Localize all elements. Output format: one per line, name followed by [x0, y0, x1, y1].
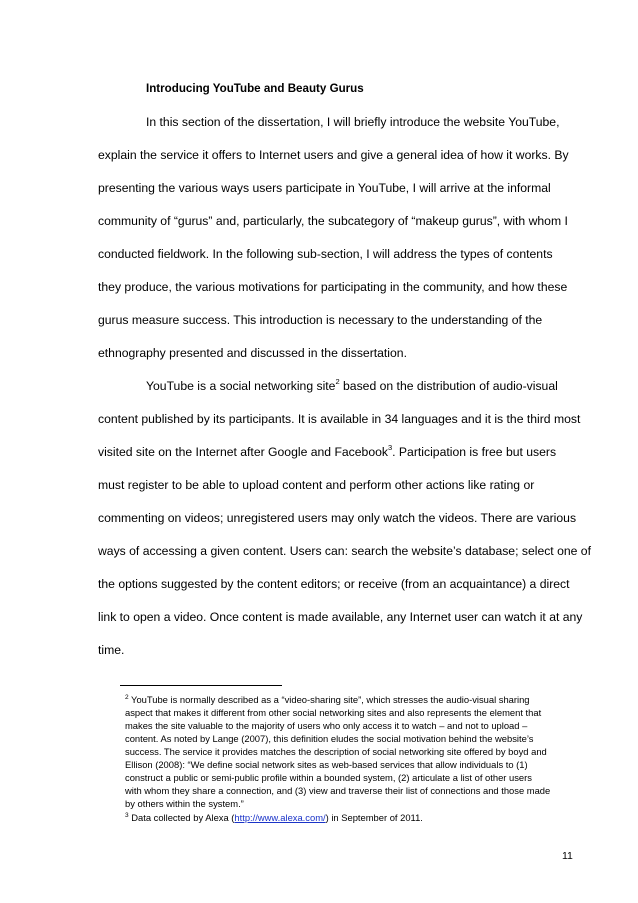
footnote-2-line: Ellison (2008): “We define social network sites as web-based services that allow individuals to (1)	[125, 759, 528, 770]
footnote-separator	[120, 685, 282, 686]
footnote-2-line: by others within the system.”	[125, 798, 244, 809]
paragraph-1-line: In this section of the dissertation, I will briefly introduce the website YouTube,	[146, 115, 560, 129]
paragraph-2-line: link to open a video. Once content is made available, any Internet user can watch it at any	[98, 610, 583, 624]
text-span: visited site on the Internet after Google and Facebook	[98, 445, 388, 459]
paragraph-1-line: community of “gurus” and, particularly, the subcategory of “makeup gurus”, with whom I	[98, 214, 568, 228]
paragraph-1-line: conducted fieldwork. In the following sub-section, I will address the types of contents	[98, 247, 553, 261]
paragraph-2-line: ways of accessing a given content. Users can: search the website’s database; select one of	[98, 544, 591, 558]
text-span: YouTube is a social networking site	[146, 379, 336, 393]
footnote-3-marker: 3	[125, 812, 129, 819]
alexa-link[interactable]: http://www.alexa.com/	[234, 812, 326, 823]
footnote-2-line: construct a public or semi-public profile within a bounded system, (2) articulate a list of other users	[125, 772, 532, 783]
text-span: YouTube is normally described as a “video-sharing site”, which stresses the audio-visual sharing	[128, 694, 530, 705]
footnote-2-line: with whom they share a connection, and (3) view and traverse their list of connections and those made	[125, 785, 551, 796]
footnote-2-line: makes the site valuable to the majority of users who only access it to watch – and not to upload –	[125, 720, 528, 731]
page-number: 11	[562, 850, 573, 862]
section-heading: Introducing YouTube and Beauty Gurus	[146, 82, 364, 95]
footnote-3-line	[125, 812, 585, 823]
paragraph-2-line: time.	[98, 643, 125, 657]
text-span: based on the distribution of audio-visual	[339, 379, 558, 393]
paragraph-2-line: content published by its participants. It is available in 34 languages and it is the third most	[98, 412, 581, 426]
paragraph-1-line: they produce, the various motivations for participating in the community, and how these	[98, 280, 568, 294]
footnote-2-line: content. As noted by Lange (2007), this definition eludes the social motivation behind the website’s	[125, 733, 534, 744]
footnote-2-line: success. The service it provides matches the description of social networking site offered by boyd and	[125, 746, 547, 757]
footnote-2-line: aspect that makes it different from other social networking sites and also represents the element that	[125, 707, 542, 718]
paragraph-2-line: must register to be able to upload content and perform other actions like rating or	[98, 478, 535, 492]
footnote-2-marker: 2	[125, 694, 129, 701]
paragraph-2-line	[146, 379, 578, 394]
paragraph-1-line: gurus measure success. This introduction is necessary to the understanding of the	[98, 313, 543, 327]
text-span: . Participation is free but users	[392, 445, 557, 459]
text-span: ) in September of 2011.	[325, 812, 423, 823]
paragraph-1-line: presenting the various ways users participate in YouTube, I will arrive at the informal	[98, 181, 551, 195]
paragraph-2-line: the options suggested by the content editors; or receive (from an acquaintance) a direct	[98, 577, 570, 591]
footnote-ref-2[interactable]: 2	[335, 377, 340, 386]
footnote-2-line	[125, 694, 585, 705]
paragraph-2-line	[98, 445, 578, 460]
paragraph-2-line: commenting on videos; unregistered users may only watch the videos. There are various	[98, 511, 577, 525]
paragraph-1-line: explain the service it offers to Internet users and give a general idea of how it works. By	[98, 148, 569, 162]
text-span: Data collected by Alexa (	[128, 812, 235, 823]
footnote-ref-3[interactable]: 3	[387, 443, 393, 452]
paragraph-1-line: ethnography presented and discussed in the dissertation.	[98, 346, 407, 360]
